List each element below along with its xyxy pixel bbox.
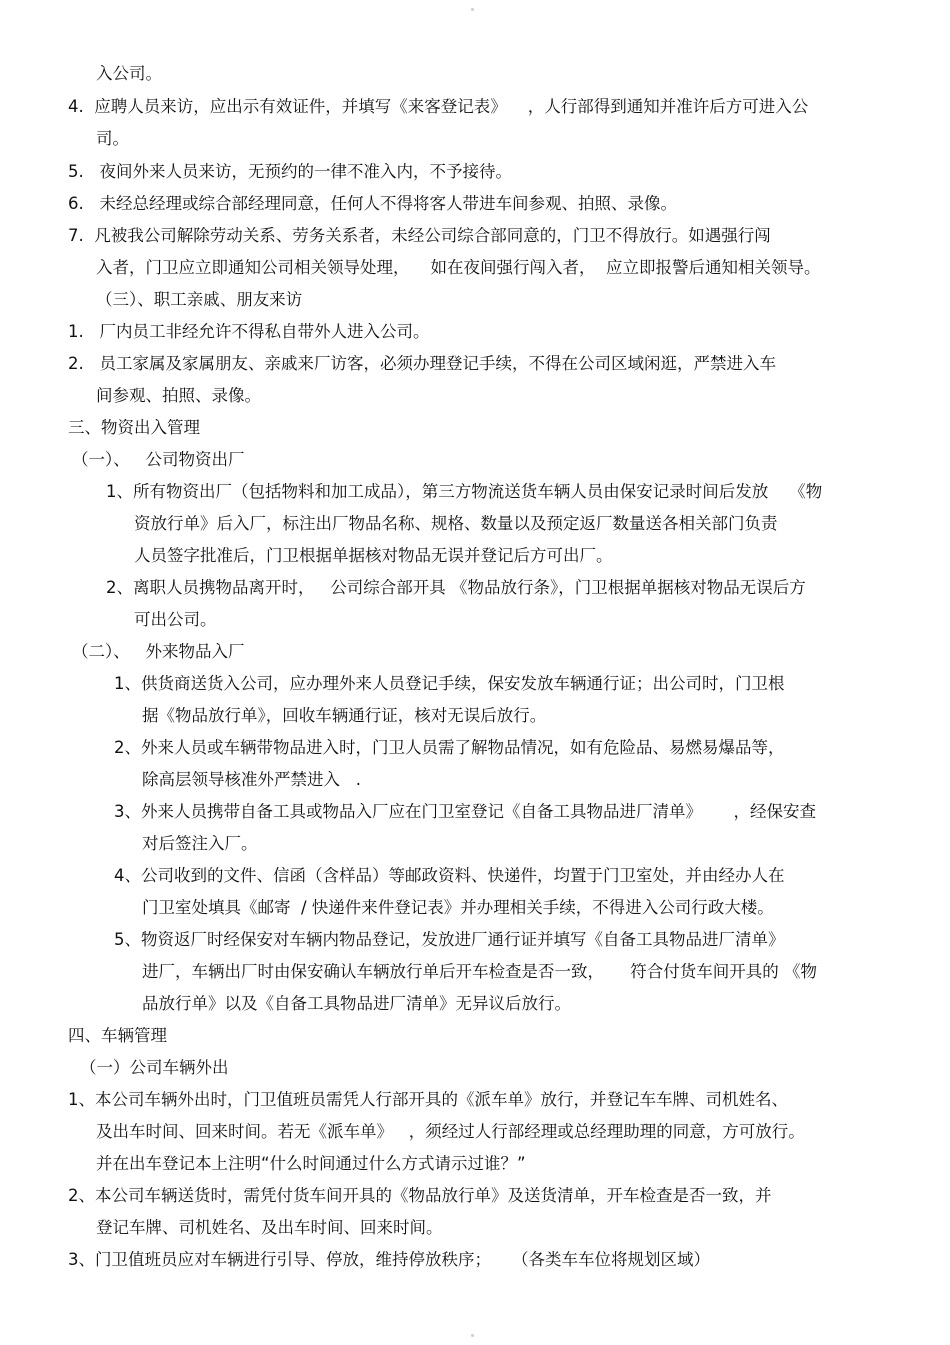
text-line: 5、物资返厂时经保安对车辆内物品登记，发放进厂通行证并填写《自备工具物品进厂清单》: [114, 930, 785, 949]
text-line: 1、所有物资出厂（包括物料和加工成品），第三方物流送货车辆人员由保安记录时间后发放 《物: [106, 482, 823, 501]
text-line: 人员签字批准后，门卫根据单据核对物品无误并登记后方可出厂。: [134, 546, 613, 565]
text-line: 进厂，车辆出厂时由保安确认车辆放行单后开车检查是否一致， 符合付货车间开具的 《物: [142, 962, 817, 981]
text-line: 5. 夜间外来人员来访，无预约的一律不准入内，不予接待。: [68, 162, 512, 181]
text-line: 1、本公司车辆外出时，门卫值班员需凭人行部开具的《派车单》放行，并登记车车牌、司机姓名、: [68, 1090, 788, 1109]
section-heading: 四、车辆管理: [68, 1026, 167, 1045]
subsection-heading: （一）、 公司物资出厂: [72, 450, 245, 469]
text-line: 6. 未经总经理或综合部经理同意，任何人不得将客人带进车间参观、拍照、录像。: [68, 194, 677, 213]
text-line: 2、本公司车辆送货时，需凭付货车间开具的《物品放行单》及送货清单，开车检查是否一致，并: [68, 1186, 772, 1205]
text-line: 入公司。: [96, 64, 162, 83]
text-line: 及出车时间、回来时间。若无《派车单》 ，须经过人行部经理或总经理助理的同意，方可放行。: [96, 1122, 805, 1141]
text-line: 除高层领导核准外严禁进入 .: [142, 770, 361, 789]
text-line: 1. 厂内员工非经允许不得私自带外人进入公司。: [68, 322, 430, 341]
text-line: 4. 应聘人员来访，应出示有效证件，并填写《来客登记表》 ，人行部得到通知并准许后方可进入公: [68, 97, 809, 116]
text-line: 2. 员工家属及家属朋友、亲戚来厂访客，必须办理登记手续，不得在公司区域闲逛，严禁进入车: [68, 354, 776, 373]
text-line: 登记车牌、司机姓名、及出车时间、回来时间。: [96, 1218, 443, 1237]
text-line: 可出公司。: [134, 610, 217, 629]
text-line: 7. 凡被我公司解除劳动关系、劳务关系者，未经公司综合部同意的，门卫不得放行。如遇强行闯: [68, 226, 771, 245]
text-line: 3、外来人员携带自备工具或物品入厂应在门卫室登记《自备工具物品进厂清单》 ，经保安查: [114, 802, 816, 821]
text-line: 品放行单》以及《自备工具物品进厂清单》无异议后放行。: [142, 994, 571, 1013]
subsection-heading: （三）、职工亲戚、朋友来访: [96, 290, 303, 309]
text-line: 2、外来人员或车辆带物品进入时，门卫人员需了解物品情况，如有危险品、易燃易爆品等，: [114, 738, 785, 757]
text-line: 门卫室处填具《邮寄 / 快递件来件登记表》并办理相关手续，不得进入公司行政大楼。: [142, 898, 774, 917]
bottom-page-mark: [471, 1334, 474, 1337]
section-heading: 三、物资出入管理: [68, 418, 200, 437]
text-line: 司。: [96, 129, 129, 148]
text-line: 3、门卫值班员应对车辆进行引导、停放，维持停放秩序； （各类车车位将规划区域）: [68, 1250, 710, 1269]
text-line: 入者，门卫应立即通知公司相关领导处理， 如在夜间强行闯入者， 应立即报警后通知相关领导。: [96, 258, 821, 277]
text-line: 2、离职人员携物品离开时， 公司综合部开具 《物品放行条》，门卫根据单据核对物品无误后方: [106, 578, 806, 597]
text-line: 资放行单》后入厂，标注出厂物品名称、规格、数量以及预定返厂数量送各相关部门负责: [134, 514, 778, 533]
text-line: 4、公司收到的文件、信函（含样品）等邮政资料、快递件，均置于门卫室处，并由经办人在: [114, 866, 785, 885]
top-page-mark: [471, 8, 474, 11]
text-line: 对后签注入厂。: [142, 834, 258, 853]
text-line: 间参观、拍照、录像。: [96, 386, 261, 405]
subsection-heading: （一）公司车辆外出: [80, 1058, 229, 1077]
subsection-heading: （二）、 外来物品入厂: [72, 642, 245, 661]
text-line: 据《物品放行单》，回收车辆通行证，核对无误后放行。: [142, 706, 547, 725]
text-line: 1、供货商送货入公司，应办理外来人员登记手续，保安发放车辆通行证；出公司时，门卫根: [114, 674, 785, 693]
text-line: 并在出车登记本上注明“什么时间通过什么方式请示过谁？”: [96, 1154, 526, 1173]
